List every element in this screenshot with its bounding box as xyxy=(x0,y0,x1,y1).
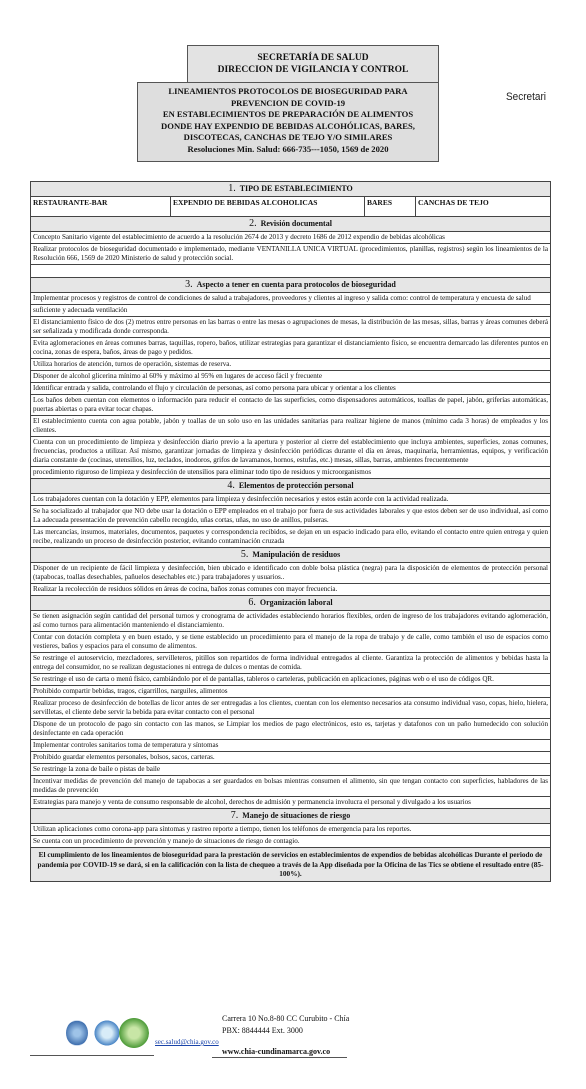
checklist-row: Prohibido compartir bebidas, tragos, cigarrillos, narguiles, alimentos xyxy=(31,686,550,698)
checklist-row: Contar con dotación completa y en buen estado, y se tiene establecido un procedimiento para el manejo de la ropa de trabajo y de calle, como también el uso de espacios como vestieres, baños y espacios para el consumo de alimentos. xyxy=(31,632,550,653)
checklist-row: Implementar controles sanitarios toma de temperatura y síntomas xyxy=(31,740,550,752)
checklist-row: Realizar proceso de desinfección de botellas de licor antes de ser entregadas a los clientes, cuentan con los elementso necesarios ata consumo individual vaso, copas, hielo, hielera, servilletas, el cliente debe servir la bebida para evitar contacto con el personal xyxy=(31,698,550,719)
checklist-row: Disponer de un recipiente de fácil limpieza y desinfección, bien ubicado e identificado con doble bolsa plástica (negra) para la disposición de elementos de protección personal (tapabocas, toallas desechables, pañuelos desechables etc.) para trabajadores y usuarios.. xyxy=(31,563,550,584)
secretaria-title: SECRETARÍA DE SALUD xyxy=(257,53,369,63)
checklist-row: Prohibido guardar elementos personales, bolsos, sacos, carteras. xyxy=(31,752,550,764)
section-header-7: 7. Manejo de situaciones de riesgo xyxy=(31,809,550,824)
side-text: Secretari xyxy=(506,91,547,104)
section-header-2: 2. Revisión documental xyxy=(31,217,550,232)
footer-website[interactable]: www.chia-cundinamarca.gov.co xyxy=(222,1047,331,1056)
checklist-row: El establecimiento cuenta con agua potable, jabón y toallas de un solo uso en las unidades sanitarias para realizar higiene de manos (mínimo cada 3 horas) de empleados y los clientes. xyxy=(31,416,550,437)
checklist-row: suficiente y adecuada ventilación xyxy=(31,305,550,317)
checklist-row: Los baños deben cuentan con elementos o información para reducir el contacto de las superficies, como dispensadores automáticos, toallas de papel, jabón, griferías automáticas, puertas abiertas o para evitar tocar chapas. xyxy=(31,395,550,416)
header-agency-box xyxy=(187,45,439,83)
footer-address: Carrera 10 No.8-80 CC Curubito - Chía xyxy=(222,1014,350,1023)
checklist-row: procedimiento riguroso de limpieza y desinfección de utensilios para eliminar todo tipo de residuos y microorganismos xyxy=(31,467,550,479)
type-cell: RESTAURANTE-BAR xyxy=(31,197,171,216)
footer-email-link[interactable]: sec.salud@chia.gov.co xyxy=(155,1038,219,1046)
title-line: PREVENCION DE COVID-19 xyxy=(230,97,346,108)
spacer-row xyxy=(31,265,550,278)
checklist-row: Se tienen asignación según cantidad del personal turnos y cronograma de actividades estableciendo horarios flexibles, orden de ingreso de los trabajadores evitando aglomeración, así como turnos para alimentación manteniendo el distanciamiento. xyxy=(31,611,550,632)
checklist-row: Utilizan aplicaciones como corona-app para síntomas y rastreo reporte a tiempo, tienen los teléfonos de emergencia para los reportes. xyxy=(31,824,550,836)
footer-pbx: PBX: 8844444 Ext. 3000 xyxy=(222,1026,303,1035)
checklist-row: Incentivar medidas de prevención del manejo de tapabocas a ser guardados en bolsas mientras consumen el alimento, sin que tengan contacto con superficies, habladores de las medidas de prevención xyxy=(31,776,550,797)
health-logo xyxy=(93,1018,121,1048)
checklist-row: Evita aglomeraciones en áreas comunes barras, taquillas, ropero, baños, utilizar estrategias para garantizar el distanciamiento físico, se encuentra demarcado las diferentes puntos en cocina, zonas de espera, baños, áreas de pago y pedidos. xyxy=(31,338,550,359)
type-cell: BARES xyxy=(365,197,416,216)
checklist-row: Disponer de alcohol glicerina mínimo al 60% y máximo al 95% en lugares de acceso fácil y frecuente xyxy=(31,371,550,383)
checklist-row: Se restringe el autoservicio, mezcladores, servilleteros, pitillos son repartidos de forma individual entregados al cliente. Garantiza la protección de alimentos y bebidas hasta la entrega del consumidor, no se realizan degustaciones ni entrega de dulces o mentas de comida. xyxy=(31,653,550,674)
footer-divider-web xyxy=(212,1057,347,1058)
checklist-row: Realizar protocolos de bioseguridad documentado e implementado, mediante VENTANILLA UNICA VIRTUAL (procedimientos, planillas, registros) según los lineamientos de la Resolución 666, 1569 de 2020 Ministerio de salud y protección social. xyxy=(31,244,550,265)
establishment-types-row xyxy=(31,197,550,217)
resoluciones-line: Resoluciones Min. Salud: 666-735---1050, 1569 de 2020 xyxy=(187,143,389,154)
checklist-row: Dispone de un protocolo de pago sin contacto con las manos, se Limpiar los medios de pago electrónicos, esto es, tarjetas y datafonos con un paño humedecido con solución desinfectante en cada operación xyxy=(31,719,550,740)
direccion-title: DIRECCION DE VIGILANCIA Y CONTROL xyxy=(217,65,409,75)
checklist-row: Implementar procesos y registros de control de condiciones de salud a trabajadores, proveedores y clientes al ingreso y salida como: control de temperatura y encuesta de salud xyxy=(31,293,550,305)
section-header-6: 6. Organización laboral xyxy=(31,596,550,611)
title-line: DONDE HAY EXPENDIO DE BEBIDAS ALCOHÓLICAS, BARES, xyxy=(161,120,415,131)
section-header-3: 3. Aspecto a tener en cuenta para protocolos de bioseguridad xyxy=(31,278,550,293)
green-campaign-logo xyxy=(119,1016,149,1050)
checklist-row: Cuenta con un procedimiento de limpieza y desinfección diario previo a la apertura y posterior al cierre del establecimiento que incluya ambientes, superficies, zonas comunes, frecuencias, productos a utilizar. Así mismo, garantizar jornadas de limpieza y desinfección periódicas durante el día en áreas, maquinaria, herramientas, equipos, y verificación diaria constante de (cocinas, utensilios, luz, teclados, inodoros, grifos de lavamanos, hornos, estufas, etc.) mesas, sillas, barras, ambientes frecuentemente xyxy=(31,437,550,467)
title-line: EN ESTABLECIMIENTOS DE PREPARACIÓN DE ALIMENTOS xyxy=(162,109,414,119)
checklist-row: Realizar la recolección de residuos sólidos en áreas de cocina, baños zonas comunes con mayor frecuencia. xyxy=(31,584,550,596)
header-title-box xyxy=(137,82,439,162)
checklist-row: Las mercancías, insumos, materiales, documentos, paquetes y correspondencia recibidos, se dejan en un espacio indicado para ello, evitando el contacto entre quien entrega y quien recibe, realizando un proceso de desinfección posterior, evitando contaminación cruzada xyxy=(31,527,550,548)
checklist-row: Concepto Sanitario vigente del establecimiento de acuerdo a la resolución 2674 de 2013 y decreto 1686 de 2012 expendio de bebidas alcohólicas xyxy=(31,232,550,244)
checklist-row: Se restringe la zona de baile o pistas de baile xyxy=(31,764,550,776)
checklist-row: Se cuenta con un procedimiento de prevención y manejo de situaciones de riesgo de contagio. xyxy=(31,836,550,848)
checklist-table xyxy=(30,181,551,882)
checklist-row: Identificar entrada y salida, controlando el flujo y circulación de personas, así como persona para ubicar y orientar a los clientes xyxy=(31,383,550,395)
title-line: LINEAMIENTOS PROTOCOLOS DE BIOSEGURIDAD PARA xyxy=(168,86,408,96)
checklist-row: Utiliza horarios de atención, turnos de operación, sistemas de reserva. xyxy=(31,359,550,371)
checklist-row: Estrategias para manejo y venta de consumo responsable de alcohol, derechos de admisión y permanencia involucra el personal y divulgado a los usuarios xyxy=(31,797,550,809)
footer-divider xyxy=(30,1055,154,1056)
section-header-4: 4. Elementos de protección personal xyxy=(31,479,550,494)
checklist-row: Se ha socializado al trabajador que NO debe usar la dotación o EPP empleados en el trabajo por fuera de sus actividades laborales y que estos deben ser de uso individual, así como La adecuada presentación de prevención cabello recogido, uñas cortas, uñas, no uso de anillos, pulseras. xyxy=(31,506,550,527)
compliance-note: El cumplimiento de los lineamientos de bioseguridad para la prestación de servicios en establecimientos de expendios de bebidas alcohólicas Durante el periodo de pandemia por COVID-19 se dará, si en la calificación con la lista de chequeo a través de la App diseñada por la Oficina de las Tics se obtiene el resultado entre (85-100%). xyxy=(31,848,550,881)
checklist-row: Se restringe el uso de carta o menú físico, cambiándolo por el de pantallas, tableros o carteleras, publicación en aplicaciones, páginas web o el uso de códigos QR. xyxy=(31,674,550,686)
section-header-5: 5. Manipulación de residuos xyxy=(31,548,550,563)
checklist-row: El distanciamiento físico de dos (2) metros entre personas en las barras o entre las mesas o agrupaciones de mesas, la distribución de las mesas, sillas, barras y áreas comunes deberá ser señalizada y modificada donde corresponda. xyxy=(31,317,550,338)
title-line: DISCOTECAS, CANCHAS DE TEJO Y/O SIMILARES xyxy=(183,132,393,142)
municipal-seal-logo xyxy=(66,1020,88,1046)
checklist-row: Los trabajadores cuentan con la dotación y EPP, elementos para limpieza y desinfección necesarios y estos están acorde con la actividad realizada. xyxy=(31,494,550,506)
type-cell: CANCHAS DE TEJO xyxy=(418,198,489,207)
section-header-1: 1. TIPO DE ESTABLECIMIENTO xyxy=(31,182,550,197)
type-cell: EXPENDIO DE BEBIDAS ALCOHOLICAS xyxy=(171,197,365,216)
